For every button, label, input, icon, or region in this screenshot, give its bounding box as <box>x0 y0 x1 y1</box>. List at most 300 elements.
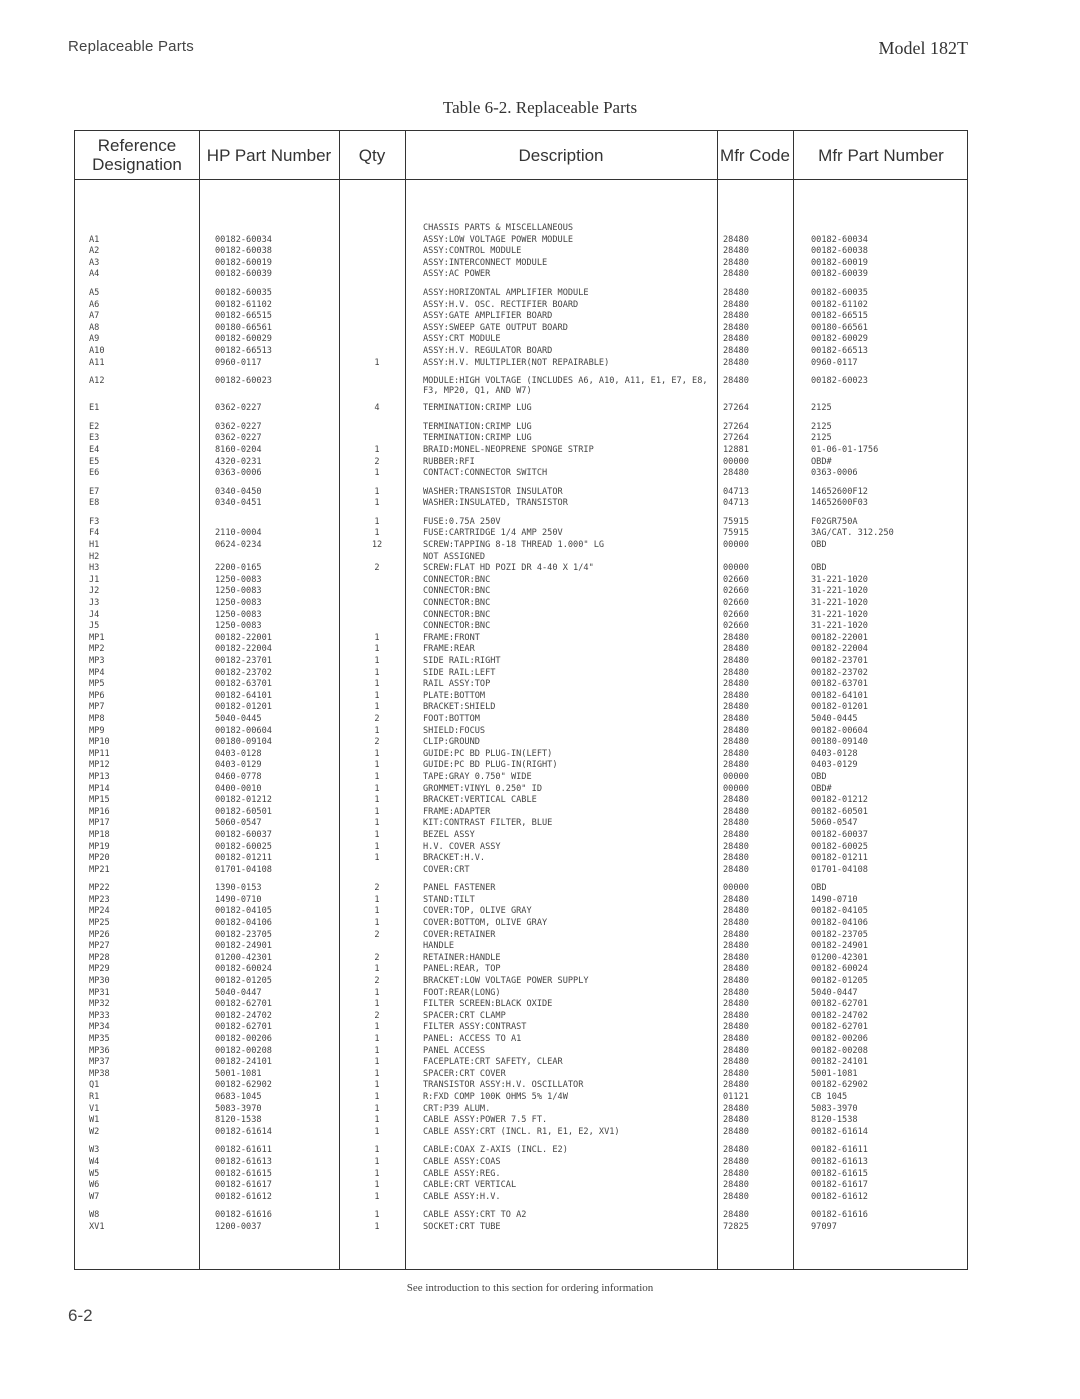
description-cell: SHIELD:FOCUS <box>423 725 486 736</box>
mfr-part-number-cell: 31-221-1020 <box>811 609 868 620</box>
row-spacer <box>75 281 969 288</box>
mfr-code-cell: 28480 <box>723 1068 749 1079</box>
description-cell: NOT ASSIGNED <box>423 551 486 562</box>
qty-cell: 1 <box>374 748 380 759</box>
table-row <box>75 358 969 370</box>
qty-cell: 1 <box>374 1057 380 1068</box>
qty-cell: 2 <box>374 737 380 748</box>
qty-cell: 1 <box>374 999 380 1010</box>
mfr-part-number-cell: 00182-60501 <box>811 806 868 817</box>
mfr-part-number-cell: 00182-63701 <box>811 679 868 690</box>
mfr-code-cell: 28480 <box>723 853 749 864</box>
reference-cell: J5 <box>89 621 100 632</box>
reference-cell: MP7 <box>89 702 105 713</box>
mfr-part-number-cell: 00182-00208 <box>811 1045 868 1056</box>
mfr-part-number-cell: 0363-0006 <box>811 468 858 479</box>
table-row <box>75 288 969 300</box>
reference-cell: E4 <box>89 444 100 455</box>
mfr-code-cell: 28480 <box>723 299 749 310</box>
qty-cell: 1 <box>374 444 380 455</box>
mfr-code-cell: 28480 <box>723 1080 749 1091</box>
reference-cell: A6 <box>89 299 100 310</box>
description-cell: ASSY:CONTROL MODULE <box>423 246 522 257</box>
hp-part-number-cell: 1250-0083 <box>215 586 262 597</box>
qty-cell: 2 <box>374 929 380 940</box>
qty-cell: 1 <box>374 516 380 527</box>
mfr-part-number-cell: 00182-61611 <box>811 1145 868 1156</box>
hp-part-number-cell: 00182-62701 <box>215 999 272 1010</box>
mfr-code-cell: 28480 <box>723 1180 749 1191</box>
mfr-code-cell: 00000 <box>723 540 749 551</box>
qty-cell: 1 <box>374 468 380 479</box>
hp-part-number-cell: 01200-42301 <box>215 952 272 963</box>
reference-cell: MP24 <box>89 906 110 917</box>
mfr-code-cell: 02660 <box>723 609 749 620</box>
reference-cell: J4 <box>89 609 100 620</box>
description-cell: FILTER ASSY:CONTRAST <box>423 1022 527 1033</box>
description-cell: BRACKET:LOW VOLTAGE POWER SUPPLY <box>423 976 589 987</box>
description-cell: R:FXD COMP 100K OHMS 5% 1/4W <box>423 1091 568 1102</box>
qty-cell: 1 <box>374 357 380 368</box>
row-spacer <box>75 1203 969 1210</box>
mfr-part-number-cell: 31-221-1020 <box>811 574 868 585</box>
description-cell: ASSY:GATE AMPLIFIER BOARD <box>423 311 553 322</box>
qty-cell: 2 <box>374 883 380 894</box>
mfr-part-number-cell: 31-221-1020 <box>811 621 868 632</box>
table-row <box>75 487 969 499</box>
table-row <box>75 1057 969 1069</box>
mfr-part-number-cell: 00182-22001 <box>811 632 868 643</box>
qty-cell: 4 <box>374 403 380 414</box>
mfr-part-number-cell: 1490-0710 <box>811 894 858 905</box>
mfr-part-number-cell: 00182-61614 <box>811 1126 868 1137</box>
mfr-code-cell: 28480 <box>723 246 749 257</box>
hp-part-number-cell: 00182-22001 <box>215 632 272 643</box>
reference-cell: MP12 <box>89 760 110 771</box>
table-row <box>75 403 969 415</box>
description-cell: COVER:CRT <box>423 864 470 875</box>
description-cell: CONNECTOR:BNC <box>423 574 491 585</box>
reference-cell: MP34 <box>89 1022 110 1033</box>
mfr-part-number-cell: 00182-04105 <box>811 906 868 917</box>
mfr-code-cell: 02660 <box>723 598 749 609</box>
hp-part-number-cell: 00182-60501 <box>215 806 272 817</box>
reference-cell: W2 <box>89 1126 100 1137</box>
mfr-part-number-cell: 00182-24702 <box>811 1010 868 1021</box>
mfr-part-number-cell: 00182-64101 <box>811 690 868 701</box>
qty-cell: 1 <box>374 1080 380 1091</box>
reference-cell: MP13 <box>89 771 110 782</box>
hp-part-number-cell: 00182-60019 <box>215 257 272 268</box>
reference-cell: MP22 <box>89 883 110 894</box>
mfr-code-cell: 02660 <box>723 574 749 585</box>
description-cell: COVER:TOP, OLIVE GRAY <box>423 906 532 917</box>
qty-cell: 1 <box>374 1034 380 1044</box>
description-cell: ASSY:INTERCONNECT MODULE <box>423 257 548 268</box>
row-spacer <box>75 415 969 422</box>
reference-cell: Q1 <box>89 1080 100 1091</box>
description-cell: TERMINATION:CRIMP LUG <box>423 433 532 444</box>
reference-cell: E3 <box>89 433 100 444</box>
reference-cell: A1 <box>89 234 100 245</box>
mfr-code-cell: 28480 <box>723 929 749 940</box>
hp-part-number-cell: 1490-0710 <box>215 894 262 905</box>
table-row <box>75 999 969 1011</box>
running-header-left: Replaceable Parts <box>68 38 194 55</box>
mfr-part-number-cell: OBD <box>811 771 827 782</box>
hp-part-number-cell: 00182-23705 <box>215 929 272 940</box>
mfr-code-cell: 28480 <box>723 345 749 356</box>
description-cell: BRACKET:H.V. <box>423 853 486 864</box>
table-row <box>75 300 969 312</box>
table-row <box>75 258 969 270</box>
hp-part-number-cell: 1250-0083 <box>215 621 262 632</box>
hp-part-number-cell: 00182-01201 <box>215 702 272 713</box>
table-row <box>75 498 969 510</box>
reference-cell: W3 <box>89 1145 100 1156</box>
description-cell: SCREW:FLAT HD POZI DR 4-40 X 1/4" <box>423 563 594 574</box>
description-cell: FRAME:REAR <box>423 644 475 655</box>
qty-cell: 1 <box>374 1168 380 1179</box>
table-row <box>75 621 969 633</box>
mfr-part-number-cell: 00182-01205 <box>811 976 868 987</box>
description-cell: CONNECTOR:BNC <box>423 609 491 620</box>
table-row <box>75 784 969 796</box>
reference-cell: XV1 <box>89 1221 105 1232</box>
hp-part-number-cell: 5001-1081 <box>215 1068 262 1079</box>
qty-cell: 1 <box>374 528 380 539</box>
hp-part-number-cell: 00182-61615 <box>215 1168 272 1179</box>
table-row <box>75 598 969 610</box>
table-row <box>75 818 969 830</box>
table-row <box>75 1180 969 1192</box>
description-cell: PANEL:REAR, TOP <box>423 964 501 975</box>
mfr-code-cell: 28480 <box>723 334 749 345</box>
mfr-code-cell: 00000 <box>723 456 749 467</box>
description-cell: CONNECTOR:BNC <box>423 621 491 632</box>
description-cell: WASHER:INSULATED, TRANSISTOR <box>423 498 568 509</box>
reference-cell: E5 <box>89 456 100 467</box>
table-row <box>75 842 969 854</box>
hp-part-number-cell: 5060-0547 <box>215 818 262 829</box>
hp-part-number-cell: 5040-0445 <box>215 713 262 724</box>
table-row <box>75 1127 969 1139</box>
table-row <box>75 714 969 726</box>
mfr-part-number-cell: 00182-60038 <box>811 246 868 257</box>
mfr-code-cell: 28480 <box>723 829 749 840</box>
description-cell: HANDLE <box>423 941 455 952</box>
mfr-code-cell: 28480 <box>723 725 749 736</box>
qty-cell: 1 <box>374 498 380 509</box>
mfr-part-number-cell: 00182-23701 <box>811 656 868 666</box>
reference-cell: MP6 <box>89 690 105 701</box>
mfr-code-cell: 28480 <box>723 964 749 975</box>
mfr-code-cell: 02660 <box>723 586 749 597</box>
reference-cell: MP38 <box>89 1068 110 1079</box>
mfr-part-number-cell: 31-221-1020 <box>811 586 868 597</box>
mfr-part-number-cell: 5040-0445 <box>811 713 858 724</box>
mfr-code-cell: 28480 <box>723 987 749 998</box>
qty-cell: 1 <box>374 1103 380 1114</box>
description-cell: ASSY:H.V. OSC. RECTIFIER BOARD <box>423 299 579 310</box>
table-row <box>75 552 969 564</box>
mfr-part-number-cell: 00182-60023 <box>811 376 868 387</box>
reference-cell: MP16 <box>89 806 110 817</box>
qty-cell: 12 <box>371 540 383 551</box>
qty-cell: 2 <box>374 456 380 467</box>
hp-part-number-cell: 1200-0037 <box>215 1221 262 1232</box>
mfr-part-number-cell: 00182-60039 <box>811 269 868 280</box>
description-cell: WASHER:TRANSISTOR INSULATOR <box>423 486 563 497</box>
hp-part-number-cell: 00182-04106 <box>215 918 272 929</box>
col-header-reference: Reference Designation <box>92 136 182 174</box>
qty-cell: 2 <box>374 563 380 574</box>
hp-part-number-cell: 0403-0129 <box>215 760 262 771</box>
qty-cell: 1 <box>374 1115 380 1126</box>
reference-cell: A2 <box>89 246 100 257</box>
table-row <box>75 1169 969 1181</box>
qty-cell: 1 <box>374 783 380 794</box>
description-cell: FACEPLATE:CRT SAFETY, CLEAR <box>423 1057 563 1068</box>
hp-part-number-cell: 00182-00604 <box>215 725 272 736</box>
mfr-part-number-cell: 00180-66561 <box>811 322 868 333</box>
reference-cell: MP18 <box>89 829 110 840</box>
description-cell: TRANSISTOR ASSY:H.V. OSCILLATOR <box>423 1080 584 1091</box>
table-row <box>75 1192 969 1204</box>
hp-part-number-cell: 00182-60034 <box>215 234 272 245</box>
reference-cell: A5 <box>89 287 100 298</box>
mfr-code-cell: 28480 <box>723 1045 749 1056</box>
hp-part-number-cell: 00182-61102 <box>215 299 272 310</box>
qty-cell: 1 <box>374 806 380 817</box>
description-cell: BRAID:MONEL-NEOPRENE SPONGE STRIP <box>423 444 594 455</box>
mfr-code-cell: 28480 <box>723 468 749 479</box>
description-cell: ASSY:H.V. MULTIPLIER(NOT REPAIRABLE) <box>423 357 610 368</box>
description-cell: MODULE:HIGH VOLTAGE (INCLUDES A6, A10, A11, E1, E7, E8, F3, MP20, Q1, AND W7) <box>423 376 708 397</box>
table-row <box>75 988 969 1000</box>
mfr-code-cell: 28480 <box>723 941 749 952</box>
row-spacer <box>75 396 969 403</box>
hp-part-number-cell: 0362-0227 <box>215 421 262 432</box>
mfr-code-cell: 04713 <box>723 498 749 509</box>
qty-cell: 1 <box>374 667 380 678</box>
table-row <box>75 1080 969 1092</box>
mfr-part-number-cell: 00182-60035 <box>811 287 868 298</box>
hp-part-number-cell: 0362-0227 <box>215 403 262 414</box>
description-cell: FOOT:REAR(LONG) <box>423 987 501 998</box>
description-cell: CLIP:GROUND <box>423 737 480 748</box>
mfr-code-cell: 28480 <box>723 918 749 929</box>
table-row <box>75 807 969 819</box>
reference-cell: A10 <box>89 345 105 356</box>
mfr-code-cell: 28480 <box>723 690 749 701</box>
hp-part-number-cell: 00182-23701 <box>215 656 272 666</box>
hp-part-number-cell: 00182-22004 <box>215 644 272 655</box>
hp-part-number-cell: 00182-63701 <box>215 679 272 690</box>
hp-part-number-cell: 0624-0234 <box>215 540 262 551</box>
mfr-part-number-cell: 2125 <box>811 421 832 432</box>
mfr-code-cell: 28480 <box>723 864 749 875</box>
reference-cell: E1 <box>89 403 100 414</box>
mfr-part-number-cell: 00182-60019 <box>811 257 868 268</box>
reference-cell: V1 <box>89 1103 100 1114</box>
reference-cell: E6 <box>89 468 100 479</box>
table-body <box>75 223 969 1234</box>
table-row <box>75 830 969 842</box>
reference-cell: F4 <box>89 528 100 539</box>
mfr-code-cell: 00000 <box>723 883 749 894</box>
description-cell: GUIDE:PC BD PLUG-IN(RIGHT) <box>423 760 558 771</box>
qty-cell: 1 <box>374 690 380 701</box>
hp-part-number-cell: 2200-0165 <box>215 563 262 574</box>
qty-cell: 1 <box>374 853 380 864</box>
table-row <box>75 941 969 953</box>
mfr-code-cell: 28480 <box>723 679 749 690</box>
description-cell: CABLE ASSY:COAS <box>423 1156 501 1167</box>
reference-cell: E8 <box>89 498 100 509</box>
reference-cell: MP37 <box>89 1057 110 1068</box>
qty-cell: 1 <box>374 632 380 643</box>
running-header-right: Model 182T <box>878 38 968 58</box>
hp-part-number-cell: 00182-60024 <box>215 964 272 975</box>
table-row <box>75 468 969 480</box>
table-row <box>75 644 969 656</box>
description-cell: CABLE ASSY:POWER 7.5 FT. <box>423 1115 548 1126</box>
description-cell: CONTACT:CONNECTOR SWITCH <box>423 468 548 479</box>
hp-part-number-cell: 0683-1045 <box>215 1091 262 1102</box>
table-row <box>75 311 969 323</box>
mfr-part-number-cell: 14652600F12 <box>811 486 868 497</box>
mfr-part-number-cell: 00182-61612 <box>811 1191 868 1202</box>
description-cell: ASSY:H.V. REGULATOR BOARD <box>423 345 553 356</box>
table-row <box>75 575 969 587</box>
table-row <box>75 895 969 907</box>
table-title: Table 6-2. Replaceable Parts <box>442 98 638 117</box>
qty-cell: 1 <box>374 894 380 905</box>
qty-cell: 1 <box>374 760 380 771</box>
reference-cell: W6 <box>89 1180 100 1191</box>
hp-part-number-cell: 00182-62902 <box>215 1080 272 1091</box>
description-cell: CRT:P39 ALUM. <box>423 1103 491 1114</box>
mfr-code-cell: 28480 <box>723 713 749 724</box>
table-row <box>75 1022 969 1034</box>
mfr-code-cell: 28480 <box>723 1168 749 1179</box>
mfr-code-cell: 28480 <box>723 976 749 987</box>
description-cell: GROMMET:VINYL 0.250" ID <box>423 783 542 794</box>
table-row <box>75 656 969 668</box>
description-cell: GUIDE:PC BD PLUG-IN(LEFT) <box>423 748 553 759</box>
mfr-part-number-cell: 01701-04108 <box>811 864 868 875</box>
hp-part-number-cell: 00182-01205 <box>215 976 272 987</box>
mfr-part-number-cell: 5040-0447 <box>811 987 858 998</box>
reference-cell: MP15 <box>89 795 110 806</box>
reference-cell: MP32 <box>89 999 110 1010</box>
qty-cell: 1 <box>374 1210 380 1221</box>
qty-cell: 1 <box>374 1180 380 1191</box>
hp-part-number-cell: 00182-60039 <box>215 269 272 280</box>
description-cell: FUSE:CARTRIDGE 1/4 AMP 250V <box>423 528 563 539</box>
reference-cell: MP8 <box>89 713 105 724</box>
mfr-code-cell: 28480 <box>723 894 749 905</box>
mfr-part-number-cell: 00182-23705 <box>811 929 868 940</box>
description-cell: BRACKET:VERTICAL CABLE <box>423 795 537 806</box>
mfr-part-number-cell: 2125 <box>811 433 832 444</box>
description-cell: TAPE:GRAY 0.750" WIDE <box>423 771 532 782</box>
qty-cell: 1 <box>374 644 380 655</box>
qty-cell: 1 <box>374 841 380 852</box>
table-row <box>75 1092 969 1104</box>
description-cell: COVER:BOTTOM, OLIVE GRAY <box>423 918 548 929</box>
mfr-code-cell: 28480 <box>723 644 749 655</box>
reference-cell: J2 <box>89 586 100 597</box>
mfr-part-number-cell: 3AG/CAT. 312.250 <box>811 528 894 539</box>
description-cell: SPACER:CRT CLAMP <box>423 1010 506 1021</box>
mfr-code-cell: 28480 <box>723 702 749 713</box>
mfr-part-number-cell: 00180-09140 <box>811 737 868 748</box>
description-cell: RETAINER:HANDLE <box>423 952 501 963</box>
reference-cell: MP9 <box>89 725 105 736</box>
mfr-code-cell: 28480 <box>723 841 749 852</box>
qty-cell: 1 <box>374 771 380 782</box>
hp-part-number-cell: 1250-0083 <box>215 598 262 609</box>
mfr-code-cell: 27264 <box>723 421 749 432</box>
reference-cell: W7 <box>89 1191 100 1202</box>
mfr-part-number-cell: 97097 <box>811 1221 837 1232</box>
mfr-code-cell: 75915 <box>723 516 749 527</box>
hp-part-number-cell: 0340-0450 <box>215 486 262 497</box>
hp-part-number-cell: 00182-62701 <box>215 1022 272 1033</box>
mfr-part-number-cell: 00182-22004 <box>811 644 868 655</box>
mfr-part-number-cell: 0960-0117 <box>811 357 858 368</box>
qty-cell: 1 <box>374 679 380 690</box>
hp-part-number-cell: 2110-0004 <box>215 528 262 539</box>
reference-cell: W5 <box>89 1168 100 1179</box>
table-row <box>75 633 969 645</box>
qty-cell: 2 <box>374 713 380 724</box>
table-row <box>75 540 969 552</box>
description-cell: CABLE ASSY:H.V. <box>423 1191 501 1202</box>
table-row <box>75 726 969 738</box>
reference-cell: MP26 <box>89 929 110 940</box>
mfr-code-cell: 28480 <box>723 322 749 333</box>
table-row <box>75 702 969 714</box>
reference-cell: MP25 <box>89 918 110 929</box>
description-cell: PANEL ACCESS <box>423 1045 486 1056</box>
description-cell: PANEL FASTENER <box>423 883 496 894</box>
hp-part-number-cell: 00180-66561 <box>215 322 272 333</box>
mfr-code-cell: 00000 <box>723 563 749 574</box>
hp-part-number-cell: 00182-66513 <box>215 345 272 356</box>
mfr-part-number-cell: 00182-04106 <box>811 918 868 929</box>
reference-cell: A7 <box>89 311 100 322</box>
description-cell: ASSY:AC POWER <box>423 269 491 280</box>
reference-cell: H1 <box>89 540 100 551</box>
hp-part-number-cell: 00182-60035 <box>215 287 272 298</box>
hp-part-number-cell: 01701-04108 <box>215 864 272 875</box>
description-cell: CABLE ASSY:CRT (INCL. R1, E1, E2, XV1) <box>423 1126 620 1137</box>
description-cell: FOOT:BOTTOM <box>423 713 480 724</box>
mfr-code-cell: 28480 <box>723 376 749 387</box>
reference-cell: W1 <box>89 1115 100 1126</box>
table-row <box>75 1157 969 1169</box>
description-cell: RUBBER:RFI <box>423 456 475 467</box>
reference-cell: H3 <box>89 563 100 574</box>
qty-cell: 1 <box>374 1045 380 1056</box>
reference-cell: A3 <box>89 257 100 268</box>
reference-cell: MP21 <box>89 864 110 875</box>
mfr-part-number-cell: 00182-01201 <box>811 702 868 713</box>
table-row <box>75 433 969 445</box>
